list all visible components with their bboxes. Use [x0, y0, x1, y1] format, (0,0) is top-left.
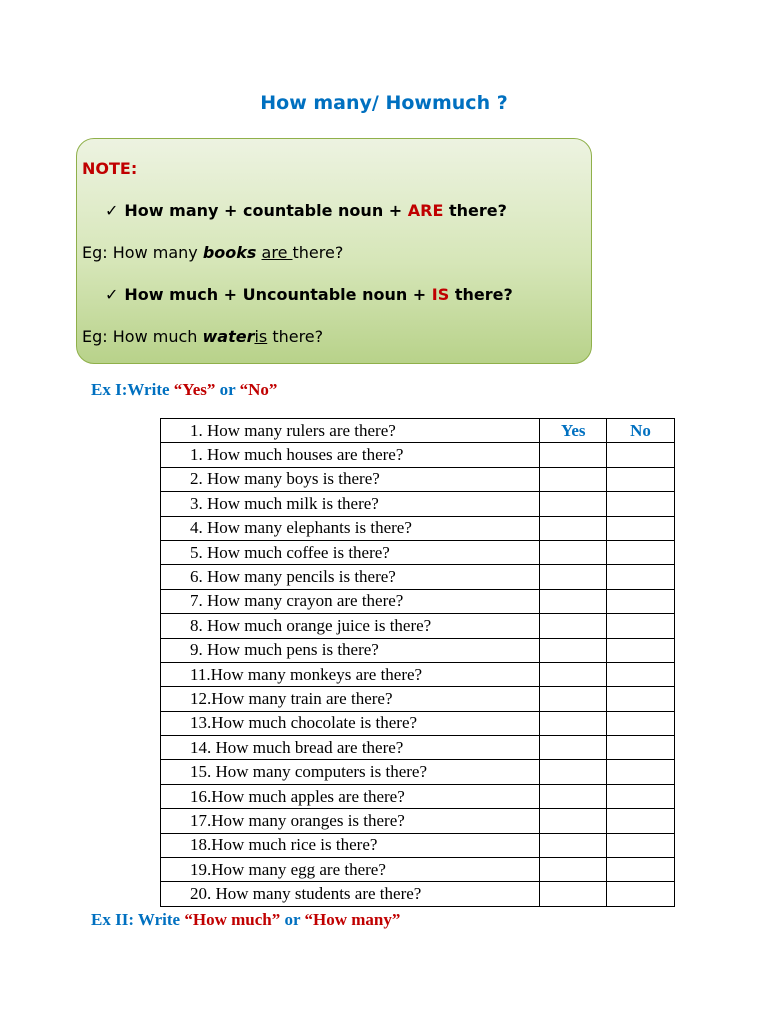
question-cell: 7. How many crayon are there? — [161, 589, 540, 613]
table-row — [161, 833, 675, 857]
table-row — [161, 443, 675, 467]
no-answer-cell[interactable] — [607, 809, 675, 833]
table-row — [161, 882, 675, 906]
yes-answer-cell[interactable] — [540, 614, 607, 638]
no-answer-cell[interactable] — [607, 687, 675, 711]
rule-countable: ✓ How many + countable noun + ARE there? — [105, 201, 507, 220]
no-answer-cell[interactable] — [607, 443, 675, 467]
no-answer-cell[interactable] — [607, 565, 675, 589]
no-column-header: No — [607, 419, 675, 443]
no-answer-cell[interactable] — [607, 540, 675, 564]
yes-answer-cell[interactable] — [540, 638, 607, 662]
yes-answer-cell[interactable] — [540, 760, 607, 784]
no-answer-cell[interactable] — [607, 614, 675, 638]
table-row — [161, 589, 675, 613]
exercise-1-table-body — [161, 419, 675, 907]
table-row — [161, 736, 675, 760]
yes-answer-cell[interactable] — [540, 467, 607, 491]
yes-answer-cell[interactable] — [540, 833, 607, 857]
table-row — [161, 687, 675, 711]
table-row — [161, 638, 675, 662]
no-answer-cell[interactable] — [607, 760, 675, 784]
checkmark-icon: ✓ — [105, 201, 119, 220]
table-row — [161, 467, 675, 491]
yes-answer-cell[interactable] — [540, 711, 607, 735]
table-row — [161, 614, 675, 638]
table-row — [161, 760, 675, 784]
exercise-1-table — [160, 418, 675, 907]
page-title: How many/ Howmuch ? — [260, 92, 508, 114]
question-cell: 20. How many students are there? — [161, 882, 540, 906]
no-answer-cell[interactable] — [607, 711, 675, 735]
question-cell: 19.How many egg are there? — [161, 858, 540, 882]
question-cell: 1. How much houses are there? — [161, 443, 540, 467]
question-cell: 1. How many rulers are there? — [161, 419, 540, 443]
yes-answer-cell[interactable] — [540, 662, 607, 686]
yes-answer-cell[interactable] — [540, 858, 607, 882]
question-cell: 6. How many pencils is there? — [161, 565, 540, 589]
no-answer-cell[interactable] — [607, 784, 675, 808]
yes-answer-cell[interactable] — [540, 736, 607, 760]
question-cell: 5. How much coffee is there? — [161, 540, 540, 564]
no-answer-cell[interactable] — [607, 736, 675, 760]
checkmark-icon: ✓ — [105, 285, 119, 304]
no-answer-cell[interactable] — [607, 638, 675, 662]
question-cell: 11.How many monkeys are there? — [161, 662, 540, 686]
yes-answer-cell[interactable] — [540, 882, 607, 906]
example-countable: Eg: How many books are there? — [82, 243, 344, 262]
note-heading: NOTE: — [82, 159, 138, 178]
table-row — [161, 858, 675, 882]
yes-answer-cell[interactable] — [540, 589, 607, 613]
keyword-is: IS — [431, 285, 450, 304]
yes-answer-cell[interactable] — [540, 443, 607, 467]
no-answer-cell[interactable] — [607, 858, 675, 882]
example-uncountable: Eg: How much wateris there? — [82, 327, 324, 346]
question-cell: 14. How much bread are there? — [161, 736, 540, 760]
yes-answer-cell[interactable] — [540, 687, 607, 711]
table-row — [161, 662, 675, 686]
question-cell: 2. How many boys is there? — [161, 467, 540, 491]
question-cell: 15. How many computers is there? — [161, 760, 540, 784]
table-row — [161, 419, 675, 443]
no-answer-cell[interactable] — [607, 589, 675, 613]
rule-uncountable: ✓ How much + Uncountable noun + IS there? — [105, 285, 513, 304]
yes-answer-cell[interactable] — [540, 809, 607, 833]
question-cell: 3. How much milk is there? — [161, 492, 540, 516]
question-cell: 4. How many elephants is there? — [161, 516, 540, 540]
no-answer-cell[interactable] — [607, 516, 675, 540]
question-cell: 17.How many oranges is there? — [161, 809, 540, 833]
table-row — [161, 809, 675, 833]
no-answer-cell[interactable] — [607, 492, 675, 516]
yes-column-header: Yes — [540, 419, 607, 443]
question-cell: 13.How much chocolate is there? — [161, 711, 540, 735]
question-cell: 9. How much pens is there? — [161, 638, 540, 662]
no-answer-cell[interactable] — [607, 662, 675, 686]
yes-answer-cell[interactable] — [540, 516, 607, 540]
no-answer-cell[interactable] — [607, 833, 675, 857]
table-row — [161, 565, 675, 589]
yes-answer-cell[interactable] — [540, 784, 607, 808]
exercise-2-heading: Ex II: Write “How much” or “How many” — [91, 910, 401, 929]
question-cell: 12.How many train are there? — [161, 687, 540, 711]
question-cell: 8. How much orange juice is there? — [161, 614, 540, 638]
question-cell: 16.How much apples are there? — [161, 784, 540, 808]
yes-answer-cell[interactable] — [540, 540, 607, 564]
table-row — [161, 784, 675, 808]
no-answer-cell[interactable] — [607, 467, 675, 491]
question-cell: 18.How much rice is there? — [161, 833, 540, 857]
table-row — [161, 540, 675, 564]
table-row — [161, 711, 675, 735]
table-row — [161, 516, 675, 540]
keyword-are: ARE — [407, 201, 444, 220]
note-box — [76, 138, 592, 364]
exercise-1-heading: Ex I:Write “Yes” or “No” — [91, 380, 278, 399]
table-row — [161, 492, 675, 516]
no-answer-cell[interactable] — [607, 882, 675, 906]
yes-answer-cell[interactable] — [540, 565, 607, 589]
yes-answer-cell[interactable] — [540, 492, 607, 516]
